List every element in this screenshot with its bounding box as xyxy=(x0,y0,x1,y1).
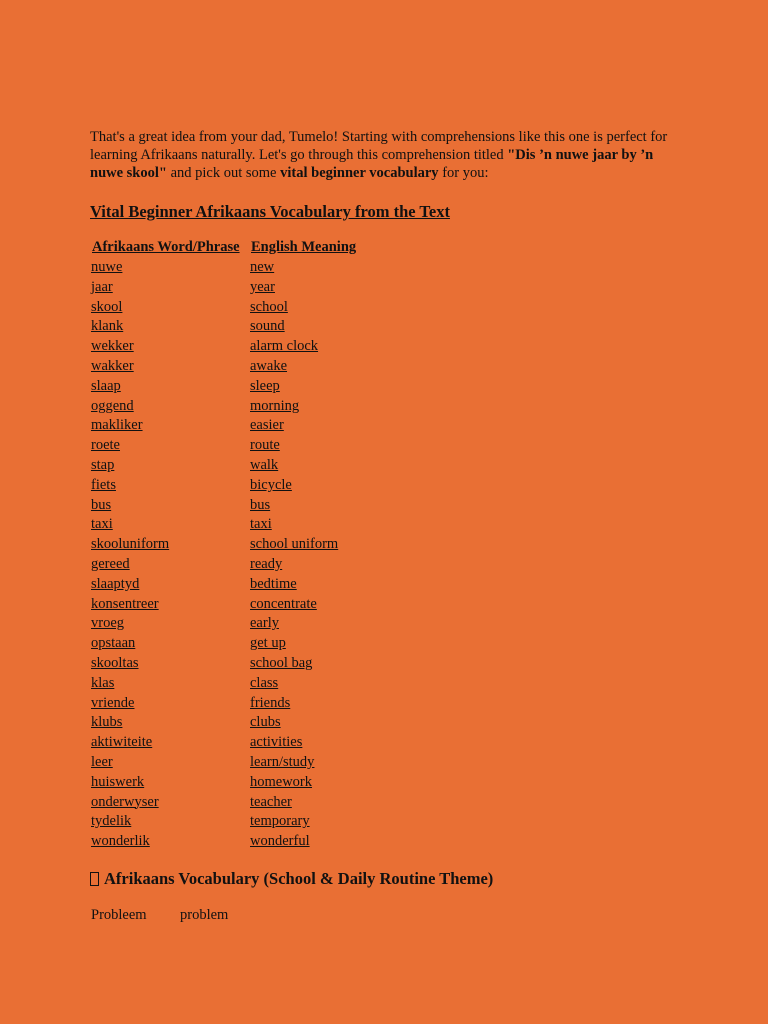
english-meaning: awake xyxy=(250,357,288,374)
table-row xyxy=(90,773,359,793)
afrikaans-word: tydelik xyxy=(91,813,132,830)
english-meaning: easier xyxy=(250,417,284,434)
afrikaans-word: konsentreer xyxy=(91,595,159,612)
english-meaning: school bag xyxy=(250,654,313,671)
afrikaans-word: slaap xyxy=(91,377,121,394)
afrikaans-word: aktiwiteite xyxy=(91,734,153,751)
table-row xyxy=(90,694,359,714)
missing-glyph-icon xyxy=(90,872,99,886)
table-row xyxy=(90,753,359,773)
english-meaning: morning xyxy=(250,397,300,414)
theme-heading-text: Afrikaans Vocabulary (School & Daily Routine Theme) xyxy=(104,868,494,888)
afrikaans-word: skool xyxy=(91,298,123,315)
table-row xyxy=(90,793,359,813)
table-row xyxy=(90,535,359,555)
table-row xyxy=(90,812,359,832)
english-meaning: temporary xyxy=(250,813,310,830)
table-row xyxy=(90,357,359,377)
english-meaning: route xyxy=(250,437,280,454)
afrikaans-word: vroeg xyxy=(91,615,125,632)
table-row xyxy=(90,397,359,417)
table-row xyxy=(90,416,359,436)
afrikaans-word: wonderlik xyxy=(91,833,150,850)
afrikaans-word: bus xyxy=(91,496,112,513)
english-meaning: alarm clock xyxy=(250,338,319,355)
english-meaning: school uniform xyxy=(250,536,339,553)
table-row xyxy=(90,436,359,456)
afrikaans-word: makliker xyxy=(91,417,143,434)
intro-text-1: That's a great idea from your dad, Tumelo! Starting with comprehensions like this one is perfect for learning Afrikaans naturally. Let's go through this comprehension titled xyxy=(90,129,668,163)
afrikaans-word: klas xyxy=(91,674,115,691)
table-row xyxy=(90,634,359,654)
table-row xyxy=(90,496,359,516)
afrikaans-word: jaar xyxy=(91,278,113,295)
table-row xyxy=(90,595,359,615)
table-row xyxy=(90,456,359,476)
table-row xyxy=(90,555,359,575)
intro-paragraph xyxy=(90,128,680,182)
table-row xyxy=(90,614,359,634)
table-row xyxy=(90,515,359,535)
document-page xyxy=(90,128,680,924)
english-meaning: activities xyxy=(250,734,303,751)
english-meaning: homework xyxy=(250,773,313,790)
table-header-row xyxy=(90,236,359,258)
afrikaans-word: nuwe xyxy=(91,259,123,275)
header-english: English Meaning xyxy=(251,238,357,255)
vocabulary-table-body xyxy=(90,258,359,852)
afrikaans-word: opstaan xyxy=(91,635,136,652)
english-meaning: early xyxy=(250,615,279,632)
afrikaans-word: stap xyxy=(91,456,115,473)
afrikaans-word: fiets xyxy=(91,476,116,493)
afrikaans-word: skooltas xyxy=(91,654,139,671)
table-row xyxy=(90,317,359,337)
extra-vocab-row xyxy=(90,907,680,924)
table-row xyxy=(90,298,359,318)
table-row xyxy=(90,575,359,595)
table-row xyxy=(90,278,359,298)
english-meaning: get up xyxy=(250,635,286,652)
english-meaning: class xyxy=(250,674,279,691)
english-meaning: learn/study xyxy=(250,753,315,770)
table-row xyxy=(90,377,359,397)
afrikaans-word: wakker xyxy=(91,357,134,374)
vocabulary-table xyxy=(90,236,359,852)
afrikaans-word: skooluniform xyxy=(91,536,170,553)
table-row xyxy=(90,337,359,357)
afrikaans-word: leer xyxy=(91,753,113,770)
english-meaning: wonderful xyxy=(250,833,310,850)
intro-text-2: and pick out some xyxy=(166,165,281,181)
table-row xyxy=(90,674,359,694)
vital-vocabulary-phrase: vital beginner vocabulary xyxy=(280,165,439,181)
afrikaans-word: oggend xyxy=(91,397,134,414)
english-meaning: concentrate xyxy=(250,595,317,612)
english-meaning: year xyxy=(250,278,275,295)
table-row xyxy=(90,476,359,496)
english-meaning: sound xyxy=(250,318,285,335)
theme-heading xyxy=(90,868,680,890)
english-meaning: friends xyxy=(250,694,291,711)
english-meaning: taxi xyxy=(250,516,272,533)
table-row xyxy=(90,832,359,852)
english-meaning: bicycle xyxy=(250,476,292,493)
afrikaans-word: huiswerk xyxy=(91,773,145,790)
afrikaans-word: slaaptyd xyxy=(91,575,140,592)
intro-text-3: for you: xyxy=(438,165,489,181)
english-meaning: ready xyxy=(250,555,283,572)
table-row xyxy=(90,654,359,674)
english-meaning: walk xyxy=(250,456,279,473)
afrikaans-word: wekker xyxy=(91,338,134,355)
table-row xyxy=(90,733,359,753)
table-row xyxy=(90,713,359,733)
english-meaning: sleep xyxy=(250,377,280,394)
afrikaans-word: onderwyser xyxy=(91,793,159,810)
english-meaning: clubs xyxy=(250,714,281,731)
header-afrikaans: Afrikaans Word/Phrase xyxy=(92,238,240,255)
vocabulary-heading: Vital Beginner Afrikaans Vocabulary from the Text xyxy=(90,202,450,221)
afrikaans-word: klubs xyxy=(91,714,123,731)
english-meaning: bus xyxy=(250,496,271,513)
afrikaans-word: taxi xyxy=(91,516,113,533)
afrikaans-word: roete xyxy=(91,437,120,454)
comprehension-title: "Dis ’n nuwe jaar by ’n nuwe skool" xyxy=(90,147,654,181)
afrikaans-word: vriende xyxy=(91,694,135,711)
english-meaning: new xyxy=(250,259,275,275)
english-meaning: teacher xyxy=(250,793,292,810)
english-meaning: school xyxy=(250,298,288,315)
afrikaans-word: klank xyxy=(91,318,124,335)
table-row xyxy=(90,258,359,278)
extra-english-meaning: problem xyxy=(180,906,229,923)
extra-afrikaans-word: Probleem xyxy=(91,906,147,923)
english-meaning: bedtime xyxy=(250,575,297,592)
afrikaans-word: gereed xyxy=(91,555,130,572)
